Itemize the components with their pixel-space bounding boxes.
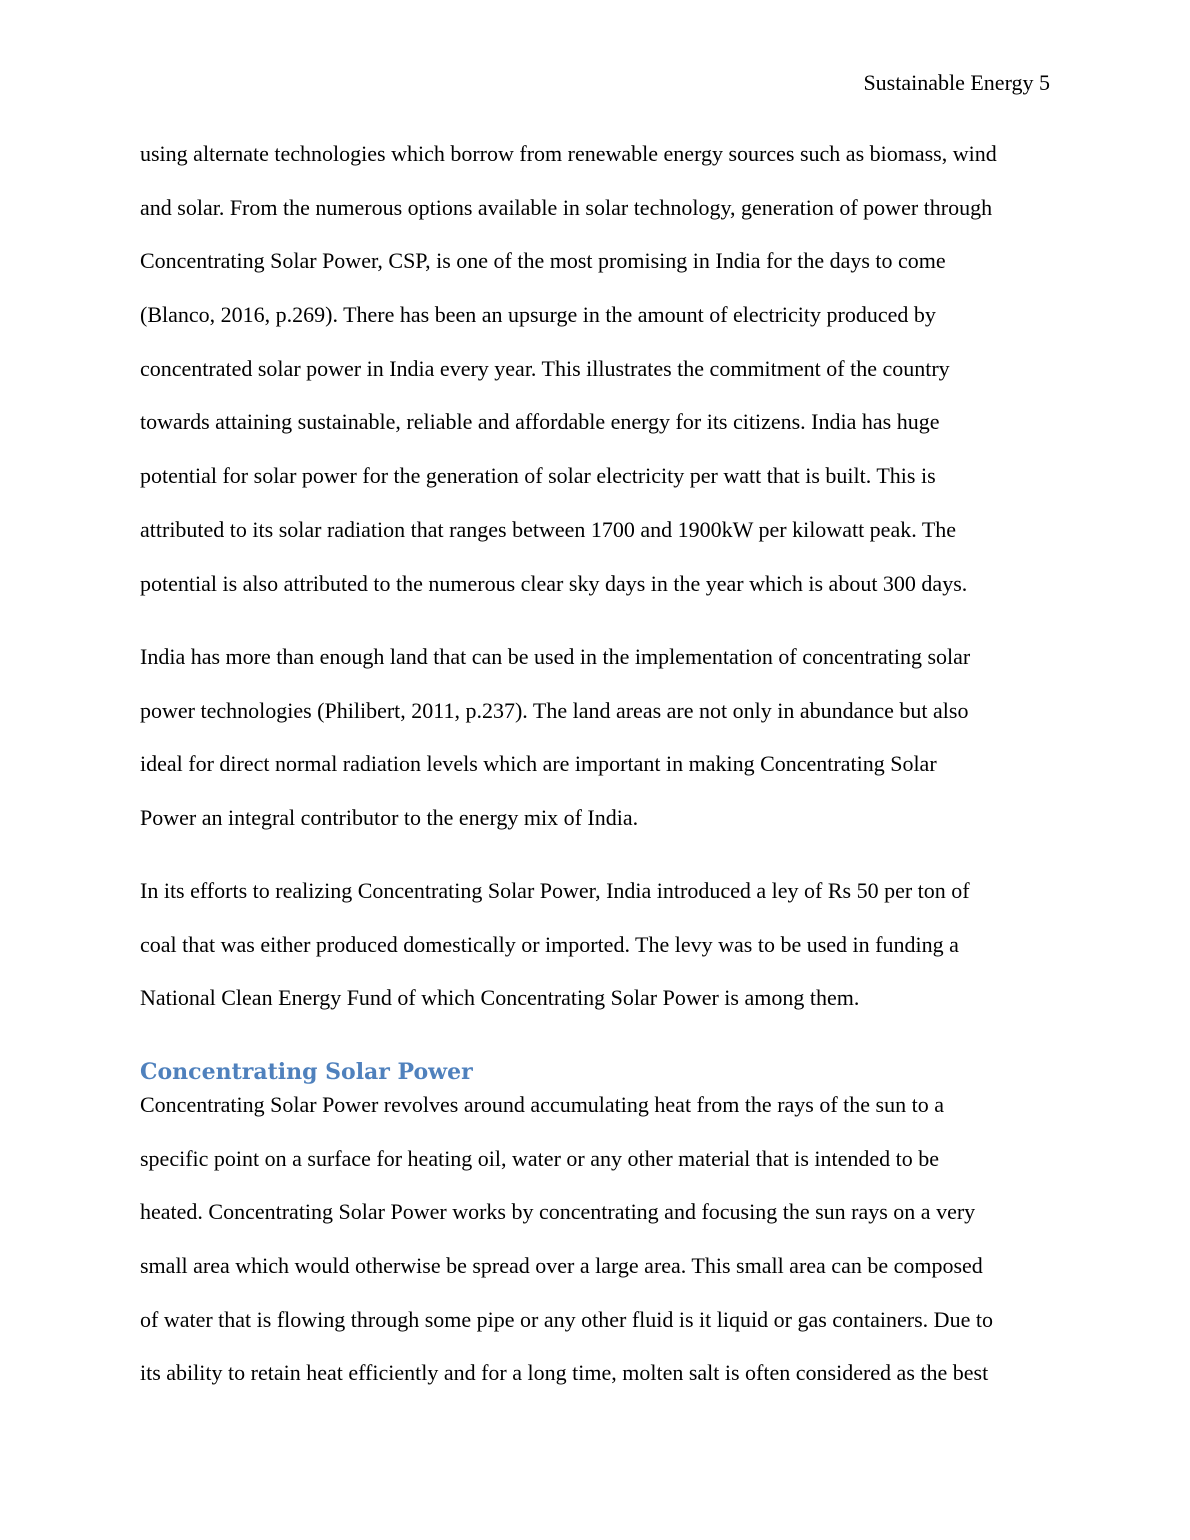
text-line: Concentrating Solar Power, CSP, is one of the most promising in India for the days to come <box>140 248 946 274</box>
text-line: attributed to its solar radiation that ranges between 1700 and 1900kW per kilowatt peak. The <box>140 516 957 542</box>
text-line: National Clean Energy Fund of which Concentrating Solar Power is among them. <box>140 985 860 1011</box>
paragraph-4 <box>140 1091 1052 1413</box>
text-line: India has more than enough land that can be used in the implementation of concentrating solar <box>140 644 971 669</box>
text-line: heated. Concentrating Solar Power works by concentrating and focusing the sun rays on a very <box>140 1199 976 1225</box>
text-line: concentrated solar power in India every year. This illustrates the commitment of the country <box>140 355 950 381</box>
paragraph-2 <box>140 643 1052 858</box>
text-line: potential is also attributed to the numerous clear sky days in the year which is about 300 days. <box>140 570 968 596</box>
text-line: small area which would otherwise be spread over a large area. This small area can be composed <box>140 1253 983 1279</box>
text-line: In its efforts to realizing Concentrating Solar Power, India introduced a ley of Rs 50 per ton of <box>140 878 970 903</box>
text-line: coal that was either produced domestically or imported. The levy was to be used in funding a <box>140 931 959 957</box>
text-line: (Blanco, 2016, p.269). There has been an upsurge in the amount of electricity produced by <box>140 302 936 328</box>
text-line: potential for solar power for the generation of solar electricity per watt that is built. This is <box>140 463 936 489</box>
text-line: Concentrating Solar Power revolves around accumulating heat from the rays of the sun to a <box>140 1092 944 1117</box>
section-heading: Concentrating Solar Power <box>140 1059 473 1085</box>
text-line: specific point on a surface for heating oil, water or any other material that is intended to be <box>140 1145 940 1171</box>
text-line: of water that is flowing through some pipe or any other fluid is it liquid or gas containers. Due to <box>140 1306 993 1332</box>
paragraph-3 <box>140 877 1052 1038</box>
paragraph-1 <box>140 140 1052 623</box>
text-line: power technologies (Philibert, 2011, p.237). The land areas are not only in abundance but also <box>140 697 969 723</box>
text-line: towards attaining sustainable, reliable and affordable energy for its citizens. India has huge <box>140 409 940 435</box>
running-head: Sustainable Energy 5 <box>863 70 1050 95</box>
text-line: using alternate technologies which borrow from renewable energy sources such as biomass, wind <box>140 141 997 166</box>
text-line: and solar. From the numerous options available in solar technology, generation of power through <box>140 194 993 220</box>
text-line: Power an integral contributor to the energy mix of India. <box>140 805 639 831</box>
text-line: its ability to retain heat efficiently and for a long time, molten salt is often considered as the best <box>140 1360 989 1386</box>
text-line: ideal for direct normal radiation levels which are important in making Concentrating Solar <box>140 751 937 777</box>
